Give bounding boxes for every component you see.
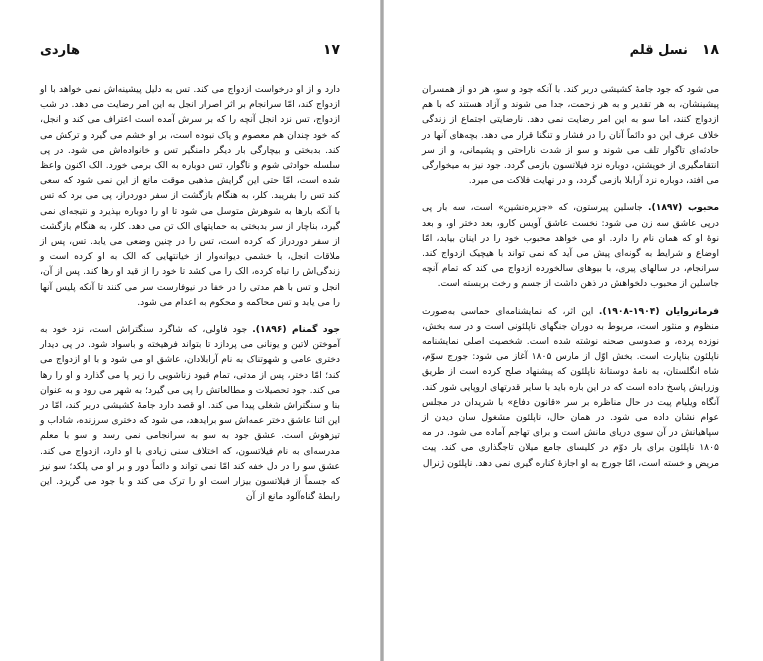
right-page	[384, 0, 763, 661]
left-page-body	[40, 82, 340, 516]
right-page-header	[420, 42, 719, 62]
paragraph	[422, 82, 719, 188]
page-number: ۱۸	[701, 42, 719, 58]
paragraph-text: دارد و از او درخواست ازدواج می کند. تس به دلیل پیشینه‌اش نمی خواهد با او ازدواج کند، امّا سرانجام بر اثر اصرار انجل به این امر رضایت می دهد. در شب ازدواج، تس نزد انجل آنچه را که بر سرش آمده است اعتراف می کند و انجل، که خود چندان هم معصوم و پاک نبوده است، بر او خشم می گیرد و ترکش می کند. بدبختی و بیچارگی بار دیگر دامنگیر تس و خانواده‌اش می شود. در پی سلسله حوادثی شوم و ناگوار، تس دوباره به الک برمی خورد. الک اکنون واعظ شده است، امّا حتی این گرایش مذهبی موقت مانع از این نمی شود که سعی کند تس را بفریبد. کلر، به هنگام بازگشت از سفر دوردراز، پی می برد که تس با آنکه بارها به شوهرش متوسل می شود تا او را دوباره بپذیرد و نتیجه‌ای نمی گیرد، بناچار از سر بدبختی به حمایتهای الک تن می دهد. کلر، به هنگام بازگشت از سفر دوردراز که کرده است، تس را در چنین وضعی می یابد. تس، پس از ملاقات انجل، با خشمی دیوانه‌وار از خیانتهایی که الک به او کرده است و زندگی‌اش را تباه کرده، الک را می کشد تا خود را از قید او رها کند. پس از آن، انجل و تس با هم مدتی را در خفا در نیوفارست سر می کنند تا آنکه پلیس آنها را می یابد و تس محاکمه و محکوم به اعدام می شود.	[40, 84, 340, 308]
paragraph-text: جود فاولی، که شاگرد سنگتراش است، نزد خود به آموختن لاتین و یونانی می پردازد تا بتواند فرهیخته و باسواد شود. در پی دیدار دختری عامی و شهوتناک به نام آرابلادان، عاشق او می شود و با او ازدواج می کند؛ امّا دختر، پس از مدتی، تمام قیود زناشویی را زیر پا می گذارد و او را رها می کند. جود تحصیلات و مطالعاتش را پی می گیرد؛ به شهر می رود و به عنوان بنا و سنگتراش شغلی پیدا می کند. او قصد دارد جامهٔ کشیشی دربر کند، امّا در این اثنا عاشق دختر عمه‌اش سو برایدهد، می شود که دختری سرزنده، شاداب و تیزهوش است. عشق جود به سو به سرانجامی نمی رسد و سو با معلم مدرسه‌ای به نام فیلاتسون، که اختلاف سنی زیادی با او دارد، ازدواج می کند. عشق سو را در دل خفه کند امّا نمی تواند و دائماً دور و بر او می پلکد؛ سو نیز که جسماً از فیلاتسون بیزار است او را ترک می کند و با جود می گریزد. این رابطهٔ گناه‌آلود مانع از آن	[40, 324, 340, 503]
paragraph-heading: محبوب (۱۸۹۷).	[648, 202, 720, 214]
running-title: نسل قلم	[629, 43, 688, 58]
left-page	[0, 0, 380, 661]
paragraph-text: می شود که جود جامهٔ کشیشی دربر کند. با آنکه جود و سو، هر دو از همسران پیشینشان، به هر تقدیر و به هر زحمت، جدا می شوند و آزاد هستند که با هم ازدواج کنند، اما سو به این امر رضایت نمی دهد. نارضایتی اجتماع از زندگی خلاف عرف این دو دائماً آنان را در فشار و تنگنا قرار می دهد. بچه‌های آنها در حادثه‌ای تاگوار تلف می شوند و سو از شدت ناراحتی و پشیمانی، و از سر انتقامگیری از خویشتن، دوباره نزد فیلاتسون بازمی گردد. جود نیز به میخوارگی می افتد، دوباره نزد آرابلا بازمی گردد، و در نهایت فلاکت می میرد.	[422, 84, 719, 187]
right-page-body	[422, 82, 719, 483]
paragraph-text: جاسلین پیرستون، که «جزیره‌نشین» است، سه بار پی درپی عاشق سه زن می شود: نخست عاشق آویس کارو، بعد دختر او، و بعد نوهٔ او که همان نام را دارد. او می خواهد محبوب خود را در اینان بیابد، امّا اوضاع و شرایط به گونه‌ای پیش می آید که نمی تواند با هیچیک ازدواج کند. سرانجام، در سالهای پیری، با بیوهای سالخورده ازدواج می کند که تمام آنچه جاسلین از محبوب دلخواهش در ذهن داشت از جسم و رخت بربسته است.	[422, 202, 719, 290]
paragraph	[40, 82, 340, 310]
paragraph	[422, 200, 719, 291]
paragraph-heading: فرمانروایان (۱۹۰۴-۱۹۰۸).	[598, 305, 720, 317]
page-number: ۱۷	[322, 42, 340, 58]
paragraph-text: این اثر، که نمایشنامه‌ای حماسی به‌صورت منظوم و منثور است، مربوط به دوران جنگهای ناپلئونی است و در سه بخش، نوزده پرده، و صدوسی صحنه نوشته شده است. شخصیت اصلی نمایشنامه ناپلئون بناپارت است. بخش اوّل از مارس ۱۸۰۵ آغاز می شود: جورج سوّم، شاه انگلستان، به نامهٔ دوستانهٔ ناپلئون که پیشنهاد صلح کرده است از طریق وزرایش پاسخ داده است که در این باره باید با سایر قدرتهای اروپایی شور کند. آنگاه ویلیام پیت در حال مناظره بر سر «قانون دفاع» با شریدان در مجلس عوام نشان داده می شود. در همان حال، ناپلئون مشغول سان دیدن از سپاهیانش در آن سوی دریای مانش است و برای تهاجم آماده می شود. در مه ۱۸۰۵ ناپلئون برای بار دوّم در کلیسای جامع میلان تاجگذاری می کند. پیت مریض و خسته است، امّا جورج به او اجازهٔ کناره گیری نمی دهد. ناپلئون ژنرال	[422, 305, 719, 469]
left-page-header	[40, 42, 340, 62]
paragraph	[40, 322, 340, 504]
running-title: هاردی	[40, 43, 80, 58]
paragraph-heading: جود گمنام (۱۸۹۶).	[252, 324, 340, 336]
paragraph	[422, 304, 719, 471]
